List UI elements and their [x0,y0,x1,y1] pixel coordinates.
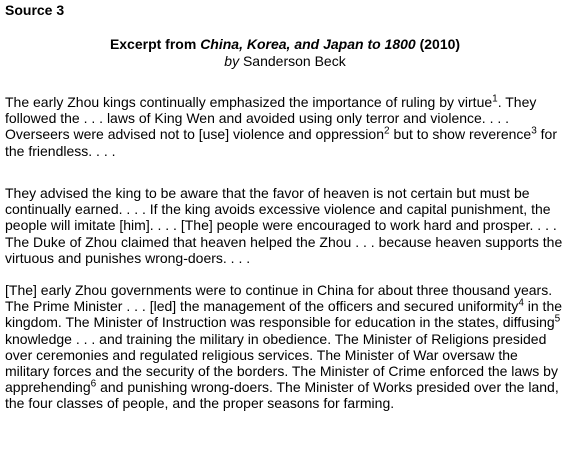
paragraph-text: but to show reverence [389,126,532,143]
paragraph-text: [The] early Zhou governments were to continue in China for about three thousand years. The Prime Minister . . . [led] the management of the officers and secured uniformity [5,282,553,315]
paragraph-text: for the friendless. . . . [5,126,557,159]
excerpt-heading [5,36,565,70]
footnote-ref-4: 4 [518,297,524,309]
paragraph-text: and punishing wrong-doers. The Minister of Works presided over the land, the four classes of people, and the proper seasons for farming. [5,379,559,412]
excerpt-prefix: Excerpt from [109,36,201,52]
footnote-ref-6: 6 [90,378,97,390]
publication-year: (2010) [415,36,461,52]
book-title: China, Korea, and Japan to 1800 [200,36,416,52]
by-word: by [224,53,240,69]
footnote-ref-1: 1 [492,93,498,105]
paragraph-2: They advised the king to be aware that the favor of heaven is not certain but must be continually earned. . . . If the king avoids excessive violence and capital punishment, the people will imitate [him]. . . . [The] people were encouraged to work hard and prosper. . . . The Duke of Zhou claimed that heaven helped the Zhou . . . because heaven supports the virtuous and punishes wrong-doers. . . . [5,185,563,266]
paragraph-text: in the kingdom. The Minister of Instruction was responsible for education in the states, diffusing [5,298,563,331]
author-name: Sanderson Beck [239,53,346,69]
footnote-ref-2: 2 [384,125,390,137]
author-byline [5,53,565,70]
paragraph-text: The early Zhou kings continually emphasized the importance of ruling by virtue [5,94,493,110]
paragraph-1 [5,94,565,159]
paragraph-3 [5,282,565,412]
excerpt-title [5,36,565,53]
footnote-ref-3: 3 [531,125,537,137]
paragraph-text: knowledge . . . and training the military in obedience. The Minister of Religions presided over ceremonies and regulated religious services. The Minister of War oversaw the military forces and the security of the borders. The Minister of Crime enforced the laws by apprehending [5,330,558,396]
paragraph-text: . They followed the . . . laws of King Wen and avoided using only terror and violence. . . . Overseers were advised not to [use] violence and oppression [5,94,537,143]
footnote-ref-5: 5 [554,313,561,325]
source-label: Source 3 [5,2,65,18]
